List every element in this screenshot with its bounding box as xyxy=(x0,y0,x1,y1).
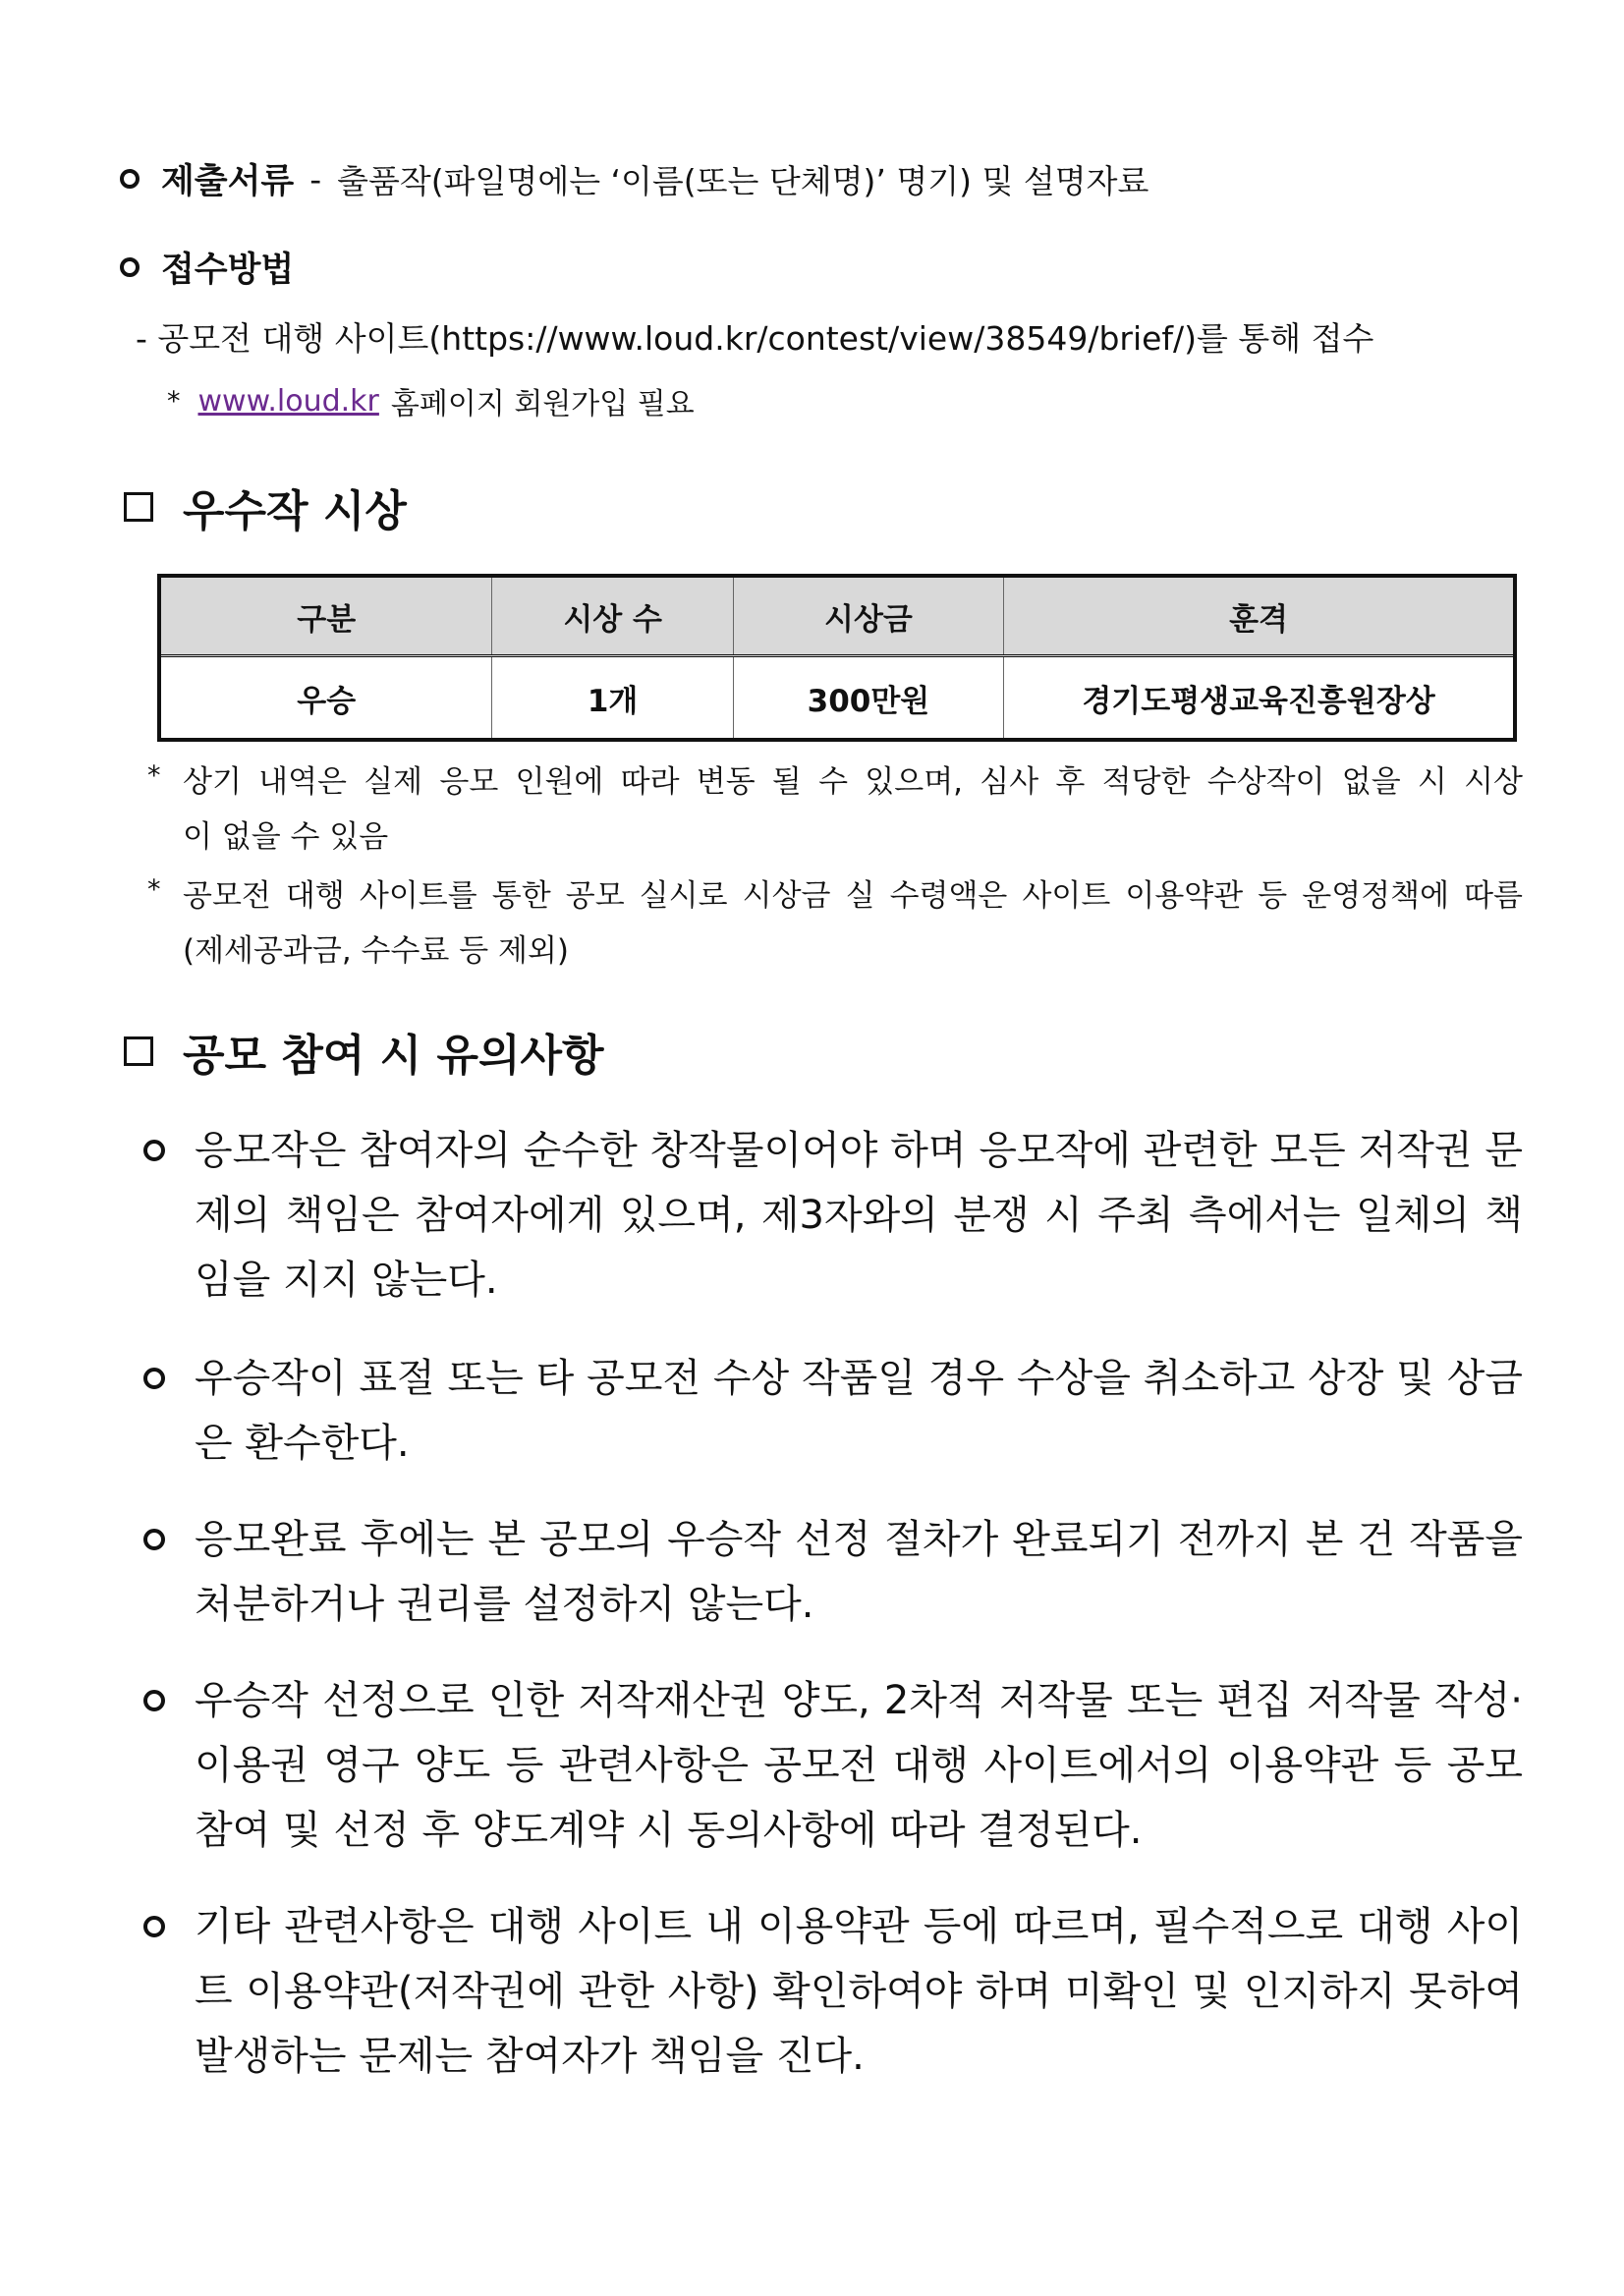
precaution-item-text: 응모완료 후에는 본 공모의 우승작 선정 절차가 완료되기 전까지 본 건 작품을 처분하거나 권리를 설정하지 않는다. xyxy=(195,1517,1523,1627)
cell-award-count: 1개 xyxy=(492,656,733,741)
header-honor: 훈격 xyxy=(1004,576,1515,656)
precaution-item-4 xyxy=(195,1668,1523,1863)
awards-note-1-line2: 이 없을 수 있음 xyxy=(183,819,389,855)
awards-section-heading xyxy=(124,477,407,536)
precaution-item-text: 우승작이 표절 또는 타 공모전 수상 작품일 경우 수상을 취소하고 상장 및 상금은 환수한다. xyxy=(195,1356,1523,1466)
awards-note-1-line1: 상기 내역은 실제 응모 인원에 따라 변동 될 수 있으며, 심사 후 적당한 수상작이 없을 시 시상 xyxy=(183,764,1523,800)
circle-bullet-icon xyxy=(143,1690,165,1711)
note-asterisk: * xyxy=(167,385,181,417)
loud-link[interactable]: www.loud.kr xyxy=(197,383,379,419)
reception-label: 접수방법 xyxy=(161,251,295,290)
precaution-item-text: 응모작은 참여자의 순수한 창작물이어야 하며 응모작에 관련한 모든 저작권 문제의 책임은 참여자에게 있으며, 제3자와의 분쟁 시 주최 측에서는 일체의 책임을 지지 않는다. xyxy=(195,1128,1523,1303)
awards-note-2-line2: (제세공과금, 수수료 등 제외) xyxy=(183,933,570,969)
reception-note xyxy=(167,379,695,422)
awards-section-title: 우수작 시상 xyxy=(183,486,407,536)
circle-bullet-icon xyxy=(143,1529,165,1550)
precaution-item-3 xyxy=(195,1507,1523,1637)
reception-heading xyxy=(120,244,294,291)
cell-honor: 경기도평생교육진흥원장상 xyxy=(1004,656,1515,741)
header-prize-money: 시상금 xyxy=(733,576,1003,656)
awards-note-2-line1: 공모전 대행 사이트를 통한 공모 실시로 시상금 실 수령액은 사이트 이용약관 등 운영정책에 따름 xyxy=(183,878,1523,914)
circle-bullet-icon xyxy=(120,257,140,277)
precaution-item-5 xyxy=(195,1894,1523,2089)
square-bullet-icon xyxy=(124,492,153,522)
circle-bullet-icon xyxy=(143,1368,165,1389)
header-category: 구분 xyxy=(159,576,492,656)
note-asterisk: * xyxy=(147,760,161,791)
awards-note-1 xyxy=(147,755,1523,865)
precaution-item-2 xyxy=(195,1346,1523,1476)
reception-line: - 공모전 대행 사이트(https://www.loud.kr/contest/view/38549/brief/)를 통해 접수 xyxy=(136,318,1374,358)
submission-text: 출품작(파일명에는 ‘이름(또는 단체명)’ 명기) 및 설명자료 xyxy=(337,161,1149,200)
circle-bullet-icon xyxy=(143,1140,165,1161)
note-asterisk: * xyxy=(147,874,161,905)
header-award-count: 시상 수 xyxy=(492,576,733,656)
circle-bullet-icon xyxy=(143,1916,165,1937)
cell-category: 우승 xyxy=(159,656,492,741)
submission-label: 제출서류 xyxy=(161,162,295,201)
submission-dash: - xyxy=(309,159,322,198)
circle-bullet-icon xyxy=(120,169,140,189)
precaution-item-text: 우승작 선정으로 인한 저작재산권 양도, 2차적 저작물 또는 편집 저작물 작성·이용권 영구 양도 등 관련사항은 공모전 대행 사이트에서의 이용약관 등 공모 참여 및 선정 후 양도계약 시 동의사항에 따라 결정된다. xyxy=(195,1678,1523,1853)
precautions-section-heading xyxy=(124,1022,604,1081)
cell-prize-money: 300만원 xyxy=(733,656,1003,741)
awards-table xyxy=(157,574,1517,742)
awards-note-2 xyxy=(147,868,1523,979)
square-bullet-icon xyxy=(124,1036,153,1066)
reception-note-text: 홈페이지 회원가입 필요 xyxy=(390,387,695,421)
submission-line xyxy=(120,155,1148,202)
precaution-item-text: 기타 관련사항은 대행 사이트 내 이용약관 등에 따르며, 필수적으로 대행 사이트 이용약관(저작권에 관한 사항) 확인하여야 하며 미확인 및 인지하지 못하여 발생하는 문제는 참여자가 책임을 진다. xyxy=(195,1904,1523,2079)
awards-table-header-row xyxy=(159,576,1515,656)
precaution-item-1 xyxy=(195,1118,1523,1313)
precautions-section-title: 공모 참여 시 유의사항 xyxy=(183,1031,604,1081)
table-row xyxy=(159,656,1515,741)
